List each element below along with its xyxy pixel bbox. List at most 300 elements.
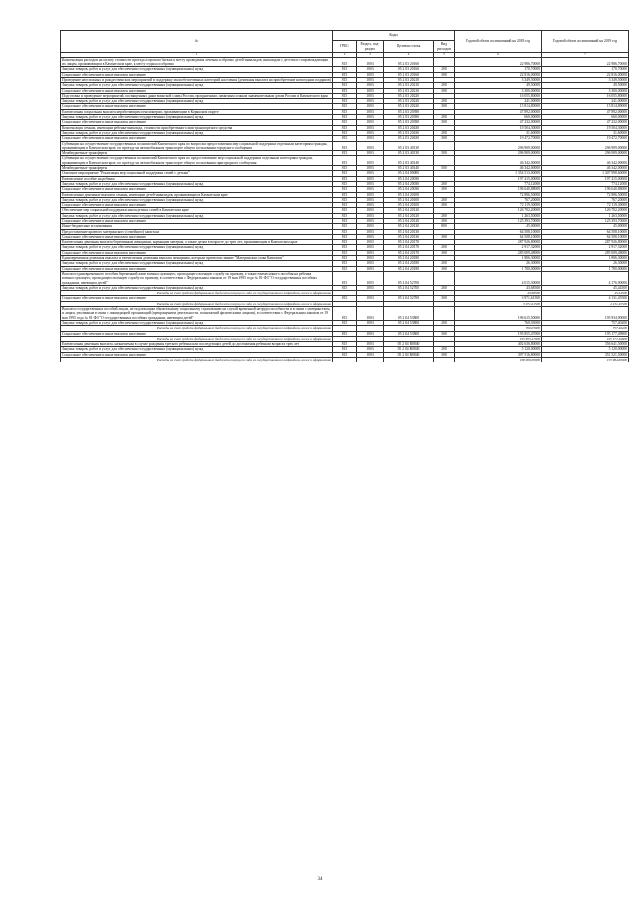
- row-razdel-cell: 1003: [357, 151, 384, 156]
- row-name-cell: Выплата государственных пособий лицам, не подлежащим обязательному социальному страхованию на случай временной нетрудоспособности и в связи с материнством, и лицам, уволенным в связи с ликвидацией организаций (прекращением деятельности, полномочий физическими лицами), в соответствии с Федеральным законом от 19 мая 1995 года № 81-ФЗ "О государственных пособиях гражданам, имеющим детей": [61, 307, 333, 321]
- row-2019-cell: 45,00000: [542, 224, 629, 229]
- row-name-cell: Закупка товаров, работ и услуг для обеспечения государственных (муниципальных) нужд: [61, 261, 333, 266]
- row-vr-cell: [434, 156, 455, 166]
- row-2018-cell: 43,68500: [455, 285, 542, 290]
- table-row: [61, 141, 629, 151]
- row-grbs-cell: 815: [333, 213, 357, 218]
- row-grbs-cell: 815: [333, 77, 357, 82]
- row-csr-cell: 05 2 03 20160: [384, 67, 434, 72]
- row-2018-cell: 4 015,30000: [455, 271, 542, 285]
- row-name-cell: Социальное обеспечение и иные выплаты населению: [61, 234, 333, 239]
- row-2018-cell: 3 971,61500: [455, 301, 542, 306]
- row-csr-cell: [384, 358, 434, 363]
- row-grbs-cell: 815: [333, 181, 357, 186]
- row-razdel-cell: 1003: [357, 261, 384, 266]
- row-csr-cell: 05 2 04 20100: [384, 203, 434, 208]
- row-2019-cell: 16 055,80000: [542, 93, 629, 98]
- row-2019-cell: 351 521,50000: [542, 352, 629, 357]
- row-2019-cell: 47 232,00000: [542, 120, 629, 125]
- row-2019-cell: 296 909,00000: [542, 151, 629, 156]
- row-csr-cell: 05 2 03 40130: [384, 151, 434, 156]
- row-2018-cell: 46 342,00000: [455, 166, 542, 171]
- row-2019-cell: 296 909,00000: [542, 141, 629, 151]
- row-name-cell: Субвенции на осуществление государственных полномочий Камчатского края по вопросам предоставления мер социальной поддержки отдельным категориям граждан, проживающим в Камчатском крае, по проезду на автомобильном транспорте общего пользования городского сообщения: [61, 141, 333, 151]
- header-razdel: Раздел, под-раздел: [357, 41, 384, 53]
- row-grbs-cell: 815: [333, 120, 357, 125]
- row-vr-cell: 200: [434, 347, 455, 352]
- row-2018-cell: 197 415,00000: [455, 176, 542, 181]
- row-csr-cell: 05 2 04 20030: [384, 187, 434, 192]
- row-grbs-cell: 815: [333, 208, 357, 213]
- table-row: [61, 156, 629, 166]
- row-grbs-cell: 815: [333, 229, 357, 234]
- row-csr-cell: 05 2 04 20180: [384, 261, 434, 266]
- table-row: [61, 57, 629, 67]
- row-grbs-cell: 815: [333, 245, 357, 250]
- row-2018-cell: 3 300,00000: [455, 88, 542, 93]
- row-2019-cell: 19 504,30000: [542, 125, 629, 130]
- row-2019-cell: 64 508,10000: [542, 229, 629, 234]
- row-razdel-cell: 1003: [357, 136, 384, 141]
- header-2019: Годовой объем ассигнований на 2019 год: [542, 31, 629, 53]
- row-vr-cell: 200: [434, 197, 455, 202]
- row-razdel-cell: 1003: [357, 115, 384, 120]
- row-name-cell: Социальное обеспечение и иные выплаты населению: [61, 352, 333, 357]
- row-grbs-cell: 815: [333, 93, 357, 98]
- row-csr-cell: 05 2 03 40130: [384, 141, 434, 151]
- row-name-cell: Закупка товаров, работ и услуг для обеспечения государственных (муниципальных) нужд: [61, 83, 333, 88]
- row-2018-cell: 1 806,30000: [455, 256, 542, 261]
- row-name-cell: Расходы за счет средств федерального бюджета текущего года из государственного подраздела, ниже к оформлению: [61, 336, 333, 341]
- row-grbs-cell: 815: [333, 99, 357, 104]
- row-vr-cell: [434, 271, 455, 285]
- row-name-cell: Иные бюджетные ассигнования: [61, 224, 333, 229]
- header-vr: Вид расходов: [434, 41, 455, 53]
- row-grbs-cell: 815: [333, 219, 357, 224]
- row-razdel-cell: 1003: [357, 187, 384, 192]
- row-csr-cell: 05 2 04 R0840: [384, 342, 434, 347]
- row-name-cell: Закупка товаров, работ и услуг для обеспечения государственных (муниципальных) нужд: [61, 99, 333, 104]
- row-2019-cell: 757,40200: [542, 326, 629, 331]
- row-csr-cell: 05 2 04 00000: [384, 171, 434, 176]
- row-2018-cell: 196 615,50000: [455, 307, 542, 321]
- header-codes: Коды: [333, 31, 455, 41]
- row-2018-cell: 660,00000: [455, 115, 542, 120]
- row-razdel-cell: 1003: [357, 229, 384, 234]
- row-grbs-cell: 815: [333, 261, 357, 266]
- row-name-cell: Закупка товаров, работ и услуг для обеспечения государственных (муниципальных) нужд: [61, 197, 333, 202]
- row-2019-cell: 31,60000: [542, 130, 629, 135]
- row-csr-cell: 05 2 04 20120: [384, 224, 434, 229]
- row-csr-cell: 05 2 04 20130: [384, 234, 434, 239]
- row-name-cell: Расходы за счет средств федерального бюджета текущего года из государственного подраздела, ниже к оформлению: [61, 291, 333, 296]
- row-2019-cell: 125 393,70000: [542, 219, 629, 224]
- row-razdel-cell: 1003: [357, 224, 384, 229]
- row-2018-cell: 16 055,80000: [455, 93, 542, 98]
- row-2019-cell: 46 342,00000: [542, 166, 629, 171]
- row-vr-cell: 200: [434, 115, 455, 120]
- row-2018-cell: 64 508,10000: [455, 234, 542, 239]
- row-vr-cell: 200: [434, 320, 455, 325]
- row-grbs-cell: 815: [333, 72, 357, 77]
- row-csr-cell: 05 2 04 20120: [384, 208, 434, 213]
- row-name-cell: Социальное обеспечение и иные выплаты населению: [61, 104, 333, 109]
- row-2019-cell: 195 934,90000: [542, 307, 629, 321]
- row-csr-cell: 05 2 04 R0840: [384, 352, 434, 357]
- row-2018-cell: 402 636,80000: [455, 342, 542, 347]
- row-2019-cell: 26,30000: [542, 261, 629, 266]
- row-name-cell: Единовременная денежная выплата и ежемесячная денежная выплата женщинам, которым присвоено звание "Материнская слава Камчатки": [61, 256, 333, 261]
- row-vr-cell: 300: [434, 266, 455, 271]
- row-name-cell: Социальное обеспечение и иные выплаты населению: [61, 331, 333, 336]
- row-2018-cell: 760,03000: [455, 326, 542, 331]
- row-csr-cell: 05 2 03 20430: [384, 136, 434, 141]
- row-name-cell: Компенсация расходов на оплату стоимости проезда и провоза багажа к месту проведения лечения и обратно детей-инвалидов, инвалидам с детства и сопровождающим их лицам, проживающим в Камчатском крае, к месту отдыха и обратно: [61, 57, 333, 67]
- row-grbs-cell: 815: [333, 104, 357, 109]
- row-2019-cell: 3 300,00000: [542, 88, 629, 93]
- row-grbs-cell: 815: [333, 156, 357, 166]
- row-name-cell: Ежемесячное пособие на ребенка: [61, 176, 333, 181]
- row-2018-cell: 5 120,00000: [455, 347, 542, 352]
- row-razdel-cell: 1003: [357, 125, 384, 130]
- row-csr-cell: 05 2 03 20390: [384, 115, 434, 120]
- index-cell: 5: [434, 53, 455, 58]
- row-razdel-cell: 1003: [357, 285, 384, 290]
- row-grbs-cell: 815: [333, 88, 357, 93]
- row-csr-cell: 05 2 03 20160: [384, 57, 434, 67]
- row-name-cell: Закупка товаров, работ и услуг для обеспечения государственных (муниципальных) нужд: [61, 67, 333, 72]
- row-razdel-cell: 1003: [357, 240, 384, 245]
- row-csr-cell: 05 2 03 20390: [384, 120, 434, 125]
- row-2019-cell: 285 009,48000: [542, 250, 629, 255]
- index-cell: 6: [455, 53, 542, 58]
- table-header: [61, 31, 629, 58]
- row-2018-cell: 241,00000: [455, 99, 542, 104]
- row-name-cell: Расходы за счет средств федерального бюджета текущего года из государственного подраздела, ниже к оформлению: [61, 358, 333, 363]
- row-razdel-cell: 1003: [357, 181, 384, 186]
- row-2018-cell: 285 009,48000: [455, 250, 542, 255]
- row-grbs-cell: 815: [333, 331, 357, 336]
- row-razdel-cell: 1003: [357, 192, 384, 197]
- row-razdel-cell: 1003: [357, 271, 384, 285]
- row-vr-cell: 300: [434, 136, 455, 141]
- row-2019-cell: 153 984,60000: [542, 358, 629, 363]
- row-2019-cell: 15 814,80000: [542, 104, 629, 109]
- table-row: [61, 271, 629, 285]
- page-number: 34: [317, 877, 323, 882]
- row-name-cell: Социальное обеспечение и иные выплаты населению: [61, 250, 333, 255]
- row-2018-cell: 125 393,70000: [455, 219, 542, 224]
- row-name-cell: Социальное обеспечение и иные выплаты населению: [61, 219, 333, 224]
- row-grbs-cell: 815: [333, 151, 357, 156]
- row-vr-cell: [434, 57, 455, 67]
- row-csr-cell: 05 2 03 20220: [384, 99, 434, 104]
- row-2018-cell: 296 909,00000: [455, 141, 542, 151]
- index-cell: 2: [333, 53, 357, 58]
- row-vr-cell: 200: [434, 213, 455, 218]
- row-vr-cell: [434, 141, 455, 151]
- row-grbs-cell: 815: [333, 203, 357, 208]
- row-2018-cell: 47 892,00000: [455, 109, 542, 114]
- row-csr-cell: 05 2 03 40140: [384, 156, 434, 166]
- row-2018-cell: 2 917,32000: [455, 245, 542, 250]
- row-name-cell: Социальное обеспечение и иные выплаты населению: [61, 187, 333, 192]
- row-csr-cell: 05 2 04 20130: [384, 229, 434, 234]
- row-csr-cell: 05 2 03 20220: [384, 104, 434, 109]
- row-razdel-cell: 1003: [357, 72, 384, 77]
- row-vr-cell: 200: [434, 99, 455, 104]
- row-csr-cell: 05 2 04 20120: [384, 219, 434, 224]
- row-2018-cell: 195 855,47000: [455, 336, 542, 341]
- row-razdel-cell: 1003: [357, 352, 384, 357]
- row-razdel-cell: 1003: [357, 347, 384, 352]
- row-2018-cell: 72 886,50000: [455, 192, 542, 197]
- row-vr-cell: 300: [434, 219, 455, 224]
- row-2018-cell: 108 900,00000: [455, 358, 542, 363]
- row-razdel-cell: 1003: [357, 203, 384, 208]
- row-razdel-cell: 1003: [357, 83, 384, 88]
- row-2019-cell: 757,40200: [542, 320, 629, 325]
- row-2018-cell: 22 986,70000: [455, 57, 542, 67]
- row-vr-cell: 200: [434, 67, 455, 72]
- row-name-cell: Основное мероприятие "Реализация мер социальной поддержки семей с детьми": [61, 171, 333, 176]
- budget-table: [60, 30, 629, 362]
- row-name-cell: Субвенции на осуществление государственных полномочий Камчатского края по предоставлению мер социальной поддержки отдельным категориям граждан, проживающим в Камчатском крае, по проезду на автомобильном транспорте общего пользования пригородного сообщения: [61, 156, 333, 166]
- row-razdel-cell: 1003: [357, 213, 384, 218]
- row-grbs-cell: 815: [333, 57, 357, 67]
- row-vr-cell: 200: [434, 285, 455, 290]
- row-vr-cell: 800: [434, 224, 455, 229]
- row-2019-cell: 49,50000: [542, 83, 629, 88]
- row-csr-cell: 05 2 03 20210: [384, 88, 434, 93]
- row-csr-cell: 05 2 04 20030: [384, 181, 434, 186]
- row-grbs-cell: 815: [333, 187, 357, 192]
- index-cell: 1: [61, 53, 333, 58]
- row-grbs-cell: 815: [333, 320, 357, 325]
- row-csr-cell: 05 2 04 52700: [384, 285, 434, 290]
- row-2018-cell: 397 516,80000: [455, 352, 542, 357]
- row-razdel-cell: 1003: [357, 234, 384, 239]
- row-2019-cell: 1 307 998,60000: [542, 171, 629, 176]
- row-grbs-cell: 815: [333, 234, 357, 239]
- row-name-cell: Расходы за счет средств федерального бюджета текущего года из государственного подраздела, ниже к оформлению: [61, 301, 333, 306]
- row-vr-cell: 200: [434, 130, 455, 135]
- row-vr-cell: 300: [434, 352, 455, 357]
- index-cell: 4: [384, 53, 434, 58]
- row-csr-cell: 05 2 04 52700: [384, 271, 434, 285]
- row-razdel-cell: 1003: [357, 156, 384, 166]
- row-csr-cell: 05 2 04 53800: [384, 307, 434, 321]
- row-2019-cell: 72 886,50000: [542, 192, 629, 197]
- row-csr-cell: 05 2 03 20210: [384, 83, 434, 88]
- header-num: №: [61, 31, 333, 53]
- row-2019-cell: 3 349,50000: [542, 77, 629, 82]
- row-csr-cell: 05 2 03 20220: [384, 93, 434, 98]
- row-2018-cell: 3 349,50000: [455, 77, 542, 82]
- row-name-cell: Расходы за счет средств федерального бюджета текущего года из государственного подраздела, ниже к оформлению: [61, 326, 333, 331]
- row-vr-cell: 300: [434, 72, 455, 77]
- row-grbs-cell: 815: [333, 224, 357, 229]
- row-razdel-cell: 1003: [357, 219, 384, 224]
- row-csr-cell: 05 2 04 20170: [384, 240, 434, 245]
- row-2019-cell: 170,70000: [542, 67, 629, 72]
- row-razdel-cell: 1003: [357, 250, 384, 255]
- row-2018-cell: 1 263,50000: [455, 213, 542, 218]
- row-grbs-cell: 815: [333, 197, 357, 202]
- row-2018-cell: 22 816,00000: [455, 72, 542, 77]
- row-2018-cell: 49,50000: [455, 83, 542, 88]
- row-name-cell: Проведение неотложных и рождественских мероприятий в поддержку малообеспеченных категорий населения (денежная выплата на приобретение новогодних подарков): [62, 77, 331, 82]
- row-grbs-cell: 815: [333, 347, 357, 352]
- row-name-cell: Ежемесячная денежная выплата, назначаемая в случае рождения третьего ребенка или последующих детей до достижения ребенком возраста трех лет: [61, 342, 333, 347]
- row-name-cell: Закупка товаров, работ и услуг для обеспечения государственных (муниципальных) нужд: [61, 347, 333, 352]
- row-razdel-cell: 1003: [357, 120, 384, 125]
- row-2019-cell: 64 508,10000: [542, 234, 629, 239]
- row-grbs-cell: 815: [333, 136, 357, 141]
- row-razdel-cell: 1003: [357, 141, 384, 151]
- row-2018-cell: 126 702,20000: [455, 208, 542, 213]
- row-csr-cell: 05 2 04 20120: [384, 213, 434, 218]
- row-razdel-cell: 1003: [357, 77, 384, 82]
- row-2018-cell: 47 232,00000: [455, 120, 542, 125]
- row-razdel-cell: 1003: [357, 99, 384, 104]
- row-name-cell: Предоставление краевого материнского (семейного) капитала: [61, 229, 333, 234]
- row-vr-cell: 300: [434, 234, 455, 239]
- row-csr-cell: 05 2 03 20210: [384, 77, 434, 82]
- row-name-cell: Ежемесячная денежная выплата беременным женщинам, кормящим матерям, а также детям в возрасте до трех лет, проживающим в Камчатском крае: [61, 240, 333, 245]
- header-csr: Целевая статья: [384, 41, 434, 53]
- row-grbs-cell: 815: [333, 115, 357, 120]
- row-razdel-cell: 1003: [357, 320, 384, 325]
- row-grbs-cell: 815: [333, 109, 357, 114]
- row-2018-cell: 46 342,00000: [455, 156, 542, 166]
- row-razdel-cell: 1003: [357, 342, 384, 347]
- row-grbs-cell: 815: [333, 250, 357, 255]
- row-2019-cell: 774,12000: [542, 181, 629, 186]
- row-2018-cell: 1 354 513,00000: [455, 171, 542, 176]
- row-razdel-cell: 1003: [357, 67, 384, 72]
- row-grbs-cell: 815: [333, 166, 357, 171]
- row-name-cell: Социальное обеспечение и иные выплаты населению: [61, 72, 333, 77]
- row-2019-cell: 47 892,00000: [542, 109, 629, 114]
- row-vr-cell: 300: [434, 331, 455, 336]
- row-vr-cell: 300: [434, 296, 455, 301]
- row-razdel-cell: 1003: [357, 176, 384, 181]
- row-razdel-cell: 1003: [357, 109, 384, 114]
- row-vr-cell: 500: [434, 151, 455, 156]
- row-name-cell: Закупка товаров, работ и услуг для обеспечения государственных (муниципальных) нужд: [61, 320, 333, 325]
- row-name-cell: Ежемесячная социальная выплата неработающим пенсионерам, проживающим в Корякском округе: [61, 109, 333, 114]
- row-vr-cell: [434, 307, 455, 321]
- row-razdel-cell: 1003: [357, 88, 384, 93]
- row-name-cell: Закупка товаров, работ и услуг для обеспечения государственных (муниципальных) нужд: [61, 213, 333, 218]
- row-grbs-cell: 815: [333, 83, 357, 88]
- row-razdel-cell: 1003: [357, 266, 384, 271]
- row-vr-cell: 200: [434, 245, 455, 250]
- row-2018-cell: 45,00000: [455, 224, 542, 229]
- row-name-cell: Обеспечение мер социальной поддержки многодетных семей в Камчатском крае: [61, 208, 333, 213]
- row-razdel-cell: [357, 358, 384, 363]
- row-grbs-cell: 815: [333, 67, 357, 72]
- row-razdel-cell: 1003: [357, 104, 384, 109]
- row-2019-cell: 197 415,00000: [542, 176, 629, 181]
- index-cell: 7: [542, 53, 629, 58]
- row-name-cell: Закупка товаров, работ и услуг для обеспечения государственных (муниципальных) нужд: [61, 245, 333, 250]
- row-name-cell: Компенсация семьям, имеющим ребенка-инвалида, стоимости приобретенного ими транспортного средства: [61, 125, 333, 130]
- row-2018-cell: 1 780,00000: [455, 266, 542, 271]
- row-2018-cell: 19 472,70000: [455, 136, 542, 141]
- row-2019-cell: 287 926,80000: [542, 240, 629, 245]
- row-grbs-cell: 815: [333, 171, 357, 176]
- row-vr-cell: 300: [434, 203, 455, 208]
- row-grbs-cell: 815: [333, 125, 357, 130]
- table-row: [61, 307, 629, 321]
- row-name-cell: Социальное обеспечение и иные выплаты населению: [61, 296, 333, 301]
- row-vr-cell: 300: [434, 250, 455, 255]
- row-name-cell: Закупка товаров, работ и услуг для обеспечения государственных (муниципальных) нужд: [61, 285, 333, 290]
- budget-table-sheet: [60, 30, 628, 362]
- row-grbs-cell: 815: [333, 256, 357, 261]
- row-2019-cell: 45,44500: [542, 291, 629, 296]
- row-2019-cell: 1 806,30000: [542, 256, 629, 261]
- row-name-cell: Социальное обеспечение и иные выплаты населению: [61, 120, 333, 125]
- row-vr-cell: 300: [434, 88, 455, 93]
- row-2019-cell: 356 641,50000: [542, 342, 629, 347]
- row-2018-cell: 43,68500: [455, 291, 542, 296]
- row-2019-cell: 45,44500: [542, 285, 629, 290]
- row-razdel-cell: 1003: [357, 166, 384, 171]
- row-csr-cell: 05 2 04 20170: [384, 245, 434, 250]
- row-2018-cell: 196 640,88000: [455, 187, 542, 192]
- row-2018-cell: 774,12000: [455, 181, 542, 186]
- row-grbs-cell: 815: [333, 141, 357, 151]
- row-2018-cell: 760,03000: [455, 320, 542, 325]
- row-csr-cell: 05 2 04 20030: [384, 176, 434, 181]
- row-2018-cell: 296 909,00000: [455, 151, 542, 156]
- row-grbs-cell: 815: [333, 176, 357, 181]
- row-grbs-cell: 815: [333, 352, 357, 357]
- row-grbs-cell: 815: [333, 307, 357, 321]
- row-vr-cell: 300: [434, 120, 455, 125]
- row-vr-cell: 200: [434, 261, 455, 266]
- row-2019-cell: 767,20000: [542, 197, 629, 202]
- row-csr-cell: 05 2 03 40140: [384, 166, 434, 171]
- row-2019-cell: 1 263,50000: [542, 213, 629, 218]
- row-razdel-cell: 1003: [357, 130, 384, 135]
- row-2018-cell: 287 926,80000: [455, 240, 542, 245]
- table-note-row: [61, 358, 629, 363]
- row-2019-cell: 19 472,70000: [542, 136, 629, 141]
- row-grbs-cell: 815: [333, 130, 357, 135]
- row-razdel-cell: 1003: [357, 245, 384, 250]
- row-vr-cell: 300: [434, 104, 455, 109]
- row-name-cell: Ежемесячные денежные выплаты семьям, имеющим детей-инвалидов, проживающим в Камчатском крае: [61, 192, 333, 197]
- row-2019-cell: 126 702,20000: [542, 208, 629, 213]
- row-csr-cell: 05 2 03 20430: [384, 130, 434, 135]
- row-grbs-cell: 815: [333, 240, 357, 245]
- header-grbs: ГРБС: [333, 41, 357, 53]
- row-csr-cell: 05 2 04 20170: [384, 250, 434, 255]
- row-name-cell: Межбюджетные трансферты: [61, 151, 333, 156]
- row-razdel-cell: 1003: [357, 296, 384, 301]
- row-2019-cell: 22 986,70000: [542, 57, 629, 67]
- header-2018: Годовой объем ассигнований на 2018 год: [455, 31, 542, 53]
- row-grbs-cell: 815: [333, 271, 357, 285]
- row-2018-cell: 3 971,61500: [455, 296, 542, 301]
- row-name-cell: Выплата единовременного пособия беременной жене военнослужащего, проходящего военную службу по призыву, а также ежемесячного пособия на ребенка военнослужащего, проходящего военную службу по призыву, в соответствии с Федеральным законом от 19 мая 1995 года № 81-ФЗ "О государственных пособиях гражданам, имеющим детей": [61, 271, 333, 285]
- row-name-cell: Социальное обеспечение и иные выплаты населению: [61, 88, 333, 93]
- row-2019-cell: 4 131,45500: [542, 296, 629, 301]
